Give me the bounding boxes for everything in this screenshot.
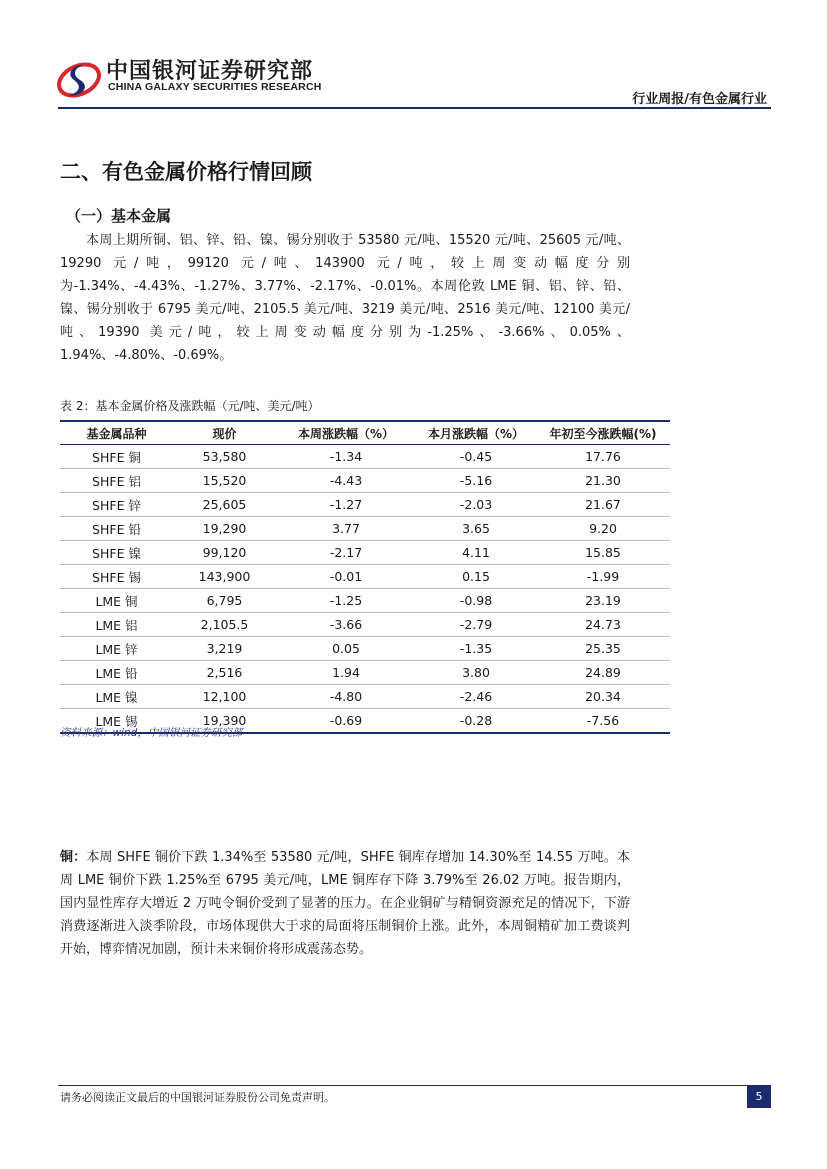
cell-monthly: -0.28	[416, 709, 536, 734]
cell-weekly: -0.69	[276, 709, 416, 734]
header-metal: 基金属品种	[60, 421, 173, 445]
cell-ytd: 9.20	[536, 517, 670, 541]
cell-weekly: -1.25	[276, 589, 416, 613]
cell-monthly: -0.45	[416, 445, 536, 469]
cell-weekly: -2.17	[276, 541, 416, 565]
copper-label: 铜：	[60, 850, 87, 865]
cell-price: 2,516	[173, 661, 276, 685]
subsection-title: （一）基本金属	[66, 207, 172, 225]
cell-metal: SHFE 镍	[60, 541, 173, 565]
cell-ytd: 23.19	[536, 589, 670, 613]
cell-ytd: -7.56	[536, 709, 670, 734]
cell-weekly: -4.43	[276, 469, 416, 493]
cell-metal: SHFE 铜	[60, 445, 173, 469]
cell-monthly: -2.79	[416, 613, 536, 637]
cell-metal: LME 铝	[60, 613, 173, 637]
cell-monthly: -1.35	[416, 637, 536, 661]
cell-weekly: -3.66	[276, 613, 416, 637]
cell-metal: LME 锡	[60, 709, 173, 734]
table-row	[60, 541, 670, 565]
table-row	[60, 517, 670, 541]
cell-ytd: 24.73	[536, 613, 670, 637]
table-row	[60, 589, 670, 613]
cell-metal: LME 铜	[60, 589, 173, 613]
header-monthly-change: 本月涨跌幅（%）	[416, 421, 536, 445]
cell-weekly: -1.34	[276, 445, 416, 469]
table-header-row	[60, 421, 670, 445]
table-row	[60, 445, 670, 469]
table-row	[60, 613, 670, 637]
base-metals-paragraph: 本周上期所铜、铝、锌、铅、镍、锡分别收于 53580 元/吨、15520 元/吨、25605 元/吨、19290 元/吨，99120 元/吨、143900 元/吨，较上周变动幅度分别为-1.34%、-4.43%、-1.27%、3.77%、-2.17%、-0.01%。本周伦敦 LME 铜、铝、锌、铅、镍、锡分别收于 6795 美元/吨、2105.5 美元/吨、3219 美元/吨、2516 美元/吨、12100 美元/吨、19390 美元/吨，较上周变动幅度分别为-1.25%、-3.66%、0.05%、1.94%、-4.80%、-0.69%。	[60, 233, 630, 363]
cell-price: 3,219	[173, 637, 276, 661]
cell-monthly: -5.16	[416, 469, 536, 493]
cell-weekly: 0.05	[276, 637, 416, 661]
copper-commentary	[60, 846, 630, 961]
cell-monthly: 3.65	[416, 517, 536, 541]
header-weekly-change: 本周涨跌幅（%）	[276, 421, 416, 445]
table-row	[60, 493, 670, 517]
cell-weekly: -4.80	[276, 685, 416, 709]
cell-monthly: 3.80	[416, 661, 536, 685]
cell-price: 19,390	[173, 709, 276, 734]
cell-weekly: -0.01	[276, 565, 416, 589]
cell-monthly: -2.03	[416, 493, 536, 517]
company-name-en: CHINA GALAXY SECURITIES RESEARCH	[108, 81, 322, 93]
page-number: 5	[747, 1086, 771, 1108]
cell-weekly: 3.77	[276, 517, 416, 541]
report-type: 行业周报/有色金属行业	[632, 92, 767, 107]
cell-monthly: -0.98	[416, 589, 536, 613]
cell-metal: SHFE 锡	[60, 565, 173, 589]
cell-ytd: -1.99	[536, 565, 670, 589]
table-caption: 表 2：基本金属价格及涨跌幅（元/吨、美元/吨）	[60, 399, 320, 413]
cell-price: 2,105.5	[173, 613, 276, 637]
cell-monthly: 0.15	[416, 565, 536, 589]
table-row	[60, 565, 670, 589]
cell-metal: LME 锌	[60, 637, 173, 661]
page-header	[0, 0, 827, 112]
cell-ytd: 15.85	[536, 541, 670, 565]
cell-price: 99,120	[173, 541, 276, 565]
copper-text: 本周 SHFE 铜价下跌 1.34%至 53580 元/吨，SHFE 铜库存增加 14.30%至 14.55 万吨。本周 LME 铜价下跌 1.25%至 6795 美元/吨，LME 铜库存下降 3.79%至 26.02 万吨。报告期内，国内显性库存大增近 2 万吨令铜价受到了显著的压力。在企业铜矿与精铜资源充足的情况下，下游消费逐渐进入淡季阶段，市场体现供大于求的局面将压制铜价上涨。此外，本周铜精矿加工费谈判开始，博弈情况加剧，预计未来铜价将形成震荡态势。	[60, 850, 630, 957]
header-ytd-change: 年初至今涨跌幅(%)	[536, 421, 670, 445]
cell-metal: LME 镍	[60, 685, 173, 709]
cell-price: 12,100	[173, 685, 276, 709]
base-metals-summary	[60, 229, 630, 367]
cell-price: 53,580	[173, 445, 276, 469]
table-row	[60, 637, 670, 661]
cell-monthly: -2.46	[416, 685, 536, 709]
table-row	[60, 685, 670, 709]
cell-price: 6,795	[173, 589, 276, 613]
section-title: 二、有色金属价格行情回顾	[60, 160, 312, 184]
cell-ytd: 21.30	[536, 469, 670, 493]
table-row	[60, 661, 670, 685]
cell-monthly: 4.11	[416, 541, 536, 565]
table-row	[60, 469, 670, 493]
metals-price-table	[60, 420, 670, 734]
cell-ytd: 25.35	[536, 637, 670, 661]
cell-weekly: -1.27	[276, 493, 416, 517]
header-price: 现价	[173, 421, 276, 445]
cell-ytd: 24.89	[536, 661, 670, 685]
copper-paragraph	[60, 846, 630, 961]
footer-divider	[58, 1085, 771, 1086]
cell-metal: SHFE 铅	[60, 517, 173, 541]
cell-price: 19,290	[173, 517, 276, 541]
company-name-cn: 中国银河证券研究部	[106, 59, 314, 84]
cell-weekly: 1.94	[276, 661, 416, 685]
cell-price: 15,520	[173, 469, 276, 493]
cell-price: 143,900	[173, 565, 276, 589]
footer-disclaimer: 请务必阅读正文最后的中国银河证券股份公司免责声明。	[60, 1091, 335, 1104]
cell-metal: LME 铅	[60, 661, 173, 685]
table-source-note: 资料来源：wind，中国银河证券研究部	[60, 727, 243, 739]
galaxy-logo-icon	[56, 56, 102, 102]
cell-price: 25,605	[173, 493, 276, 517]
cell-ytd: 17.76	[536, 445, 670, 469]
cell-metal: SHFE 锌	[60, 493, 173, 517]
header-divider	[58, 107, 771, 109]
cell-ytd: 20.34	[536, 685, 670, 709]
cell-metal: SHFE 铝	[60, 469, 173, 493]
cell-ytd: 21.67	[536, 493, 670, 517]
